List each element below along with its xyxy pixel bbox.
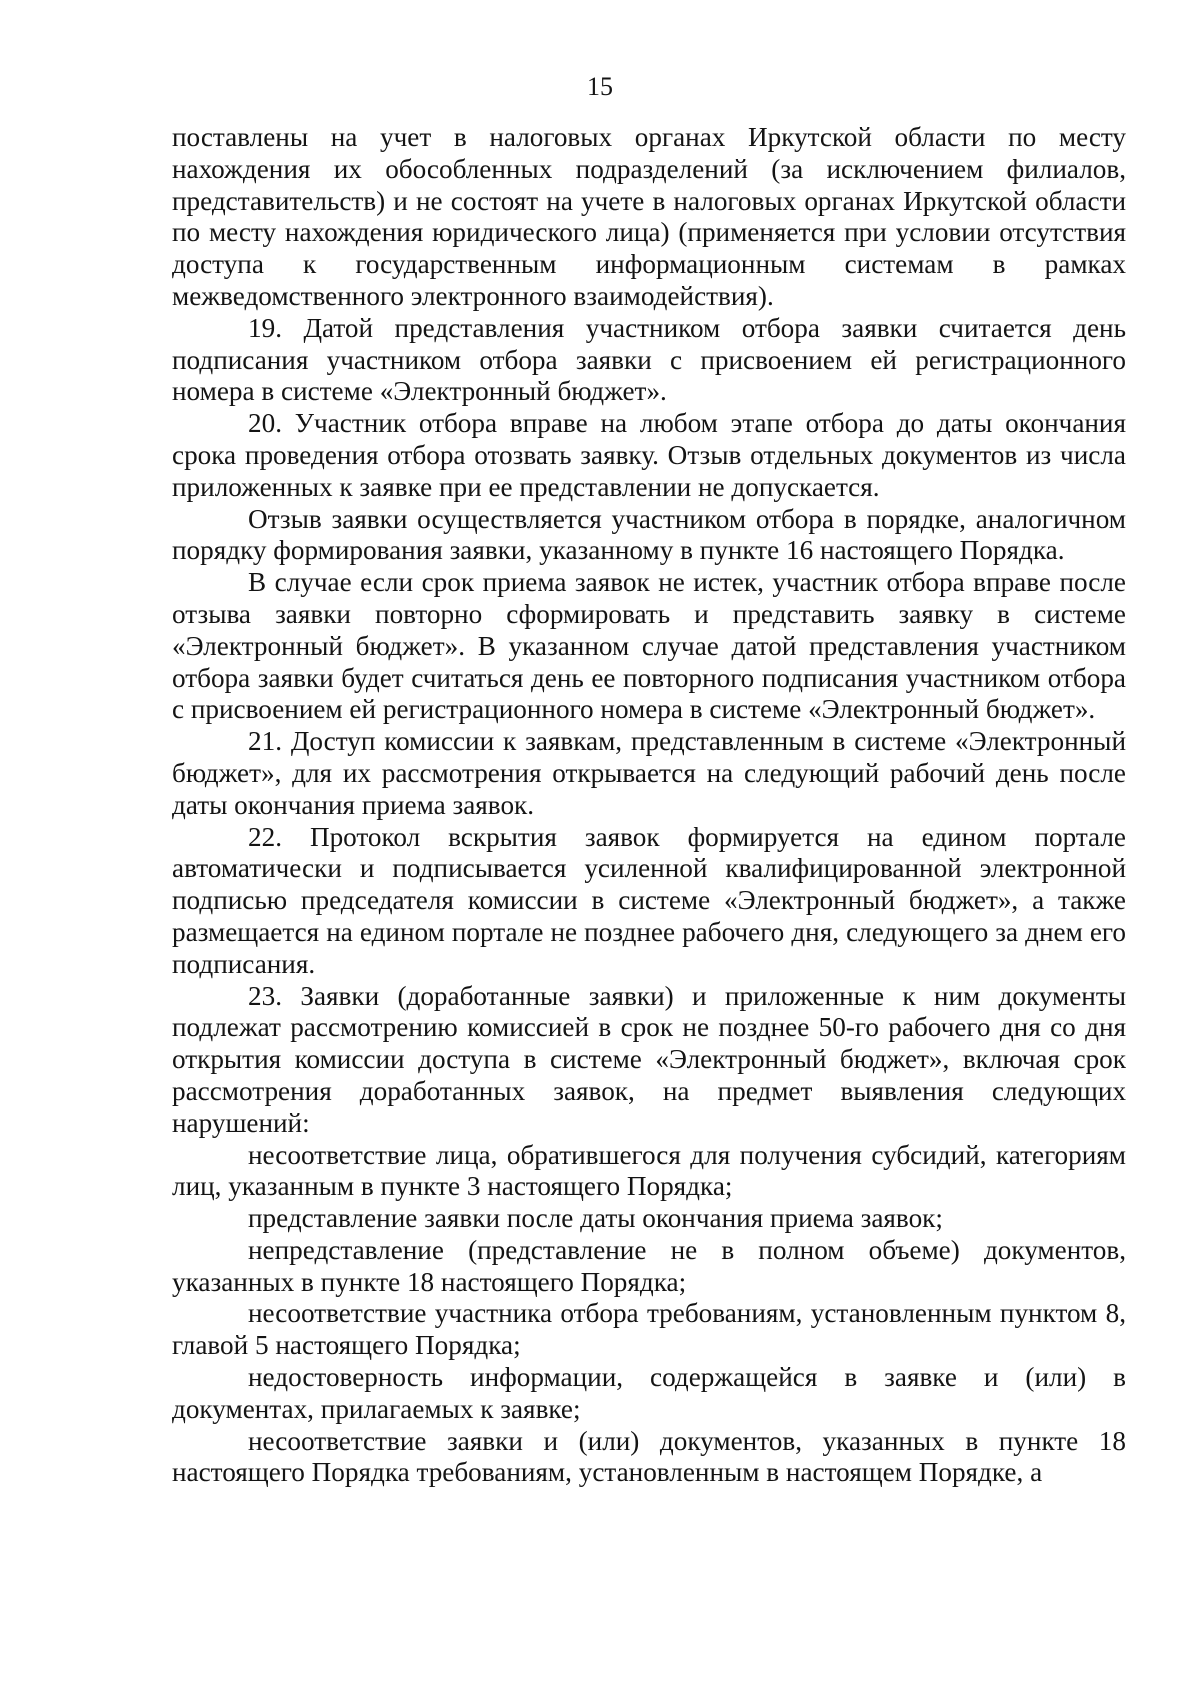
paragraph-item-20-resubmit: В случае если срок приема заявок не истек, участник отбора вправе после отзыва заявки повторно сформировать и представить заявку в системе «Электронный бюджет». В указанном случае датой представления участником отбора заявки будет считаться день ее повторного подписания участником отбора с присвоением ей регистрационного номера в системе «Электронный бюджет». — [172, 567, 1126, 725]
paragraph-item-21: 21. Доступ комиссии к заявкам, представленным в системе «Электронный бюджет», для их рассмотрения открывается на следующий рабочий день после даты окончания приема заявок. — [172, 726, 1126, 820]
page-number: 15 — [587, 72, 613, 101]
list-item-violation-mismatch: несоответствие заявки и (или) документов, указанных в пункте 18 настоящего Порядка требованиям, установленным в настоящем Порядке, а — [172, 1425, 1126, 1488]
paragraph-item-22: 22. Протокол вскрытия заявок формируется на едином портале автоматически и подписывается усиленной квалифицированной электронной подписью председателя комиссии в системе «Электронный бюджет», а также размещается на едином портале не позднее рабочего дня, следующего за днем его подписания. — [172, 821, 1126, 979]
list-item-violation-category: несоответствие лица, обратившегося для получения субсидий, категориям лиц, указанным в пункте 3 настоящего Порядка; — [172, 1139, 1126, 1202]
list-item-violation-late: представление заявки после даты окончания приема заявок; — [248, 1203, 943, 1234]
document-body — [172, 122, 1126, 1489]
list-item-violation-requirements: несоответствие участника отбора требованиям, установленным пунктом 8, главой 5 настоящего Порядка; — [172, 1298, 1126, 1361]
paragraph-item-20: 20. Участник отбора вправе на любом этапе отбора до даты окончания срока проведения отбора отозвать заявку. Отзыв отдельных документов из числа приложенных к заявке при ее представлении не допускается. — [172, 408, 1126, 502]
paragraph-item-20-recall: Отзыв заявки осуществляется участником отбора в порядке, аналогичном порядку формирования заявки, указанному в пункте 16 настоящего Порядка. — [172, 503, 1126, 566]
paragraph-item-19: 19. Датой представления участником отбора заявки считается день подписания участником отбора заявки с присвоением ей регистрационного номера в системе «Электронный бюджет». — [172, 312, 1126, 407]
paragraph-continuation: поставлены на учет в налоговых органах Иркутской области по месту нахождения их обособленных подразделений (за исключением филиалов, представительств) и не состоят на учете в налоговых органах Иркутской области по месту нахождения юридического лица) (применяется при условии отсутствия доступа к государственным информационным системам в рамках межведомственного электронного взаимодействия). — [172, 122, 1126, 311]
paragraph-item-23: 23. Заявки (доработанные заявки) и приложенные к ним документы подлежат рассмотрению комиссией в срок не позднее 50-го рабочего дня со дня открытия комиссии доступа в системе «Электронный бюджет», включая срок рассмотрения доработанных заявок, на предмет выявления следующих нарушений: — [172, 980, 1126, 1138]
list-item-violation-incomplete: непредставление (представление не в полном объеме) документов, указанных в пункте 18 настоящего Порядка; — [172, 1234, 1126, 1297]
list-item-violation-unreliable: недостоверность информации, содержащейся в заявке и (или) в документах, прилагаемых к заявке; — [172, 1362, 1126, 1424]
